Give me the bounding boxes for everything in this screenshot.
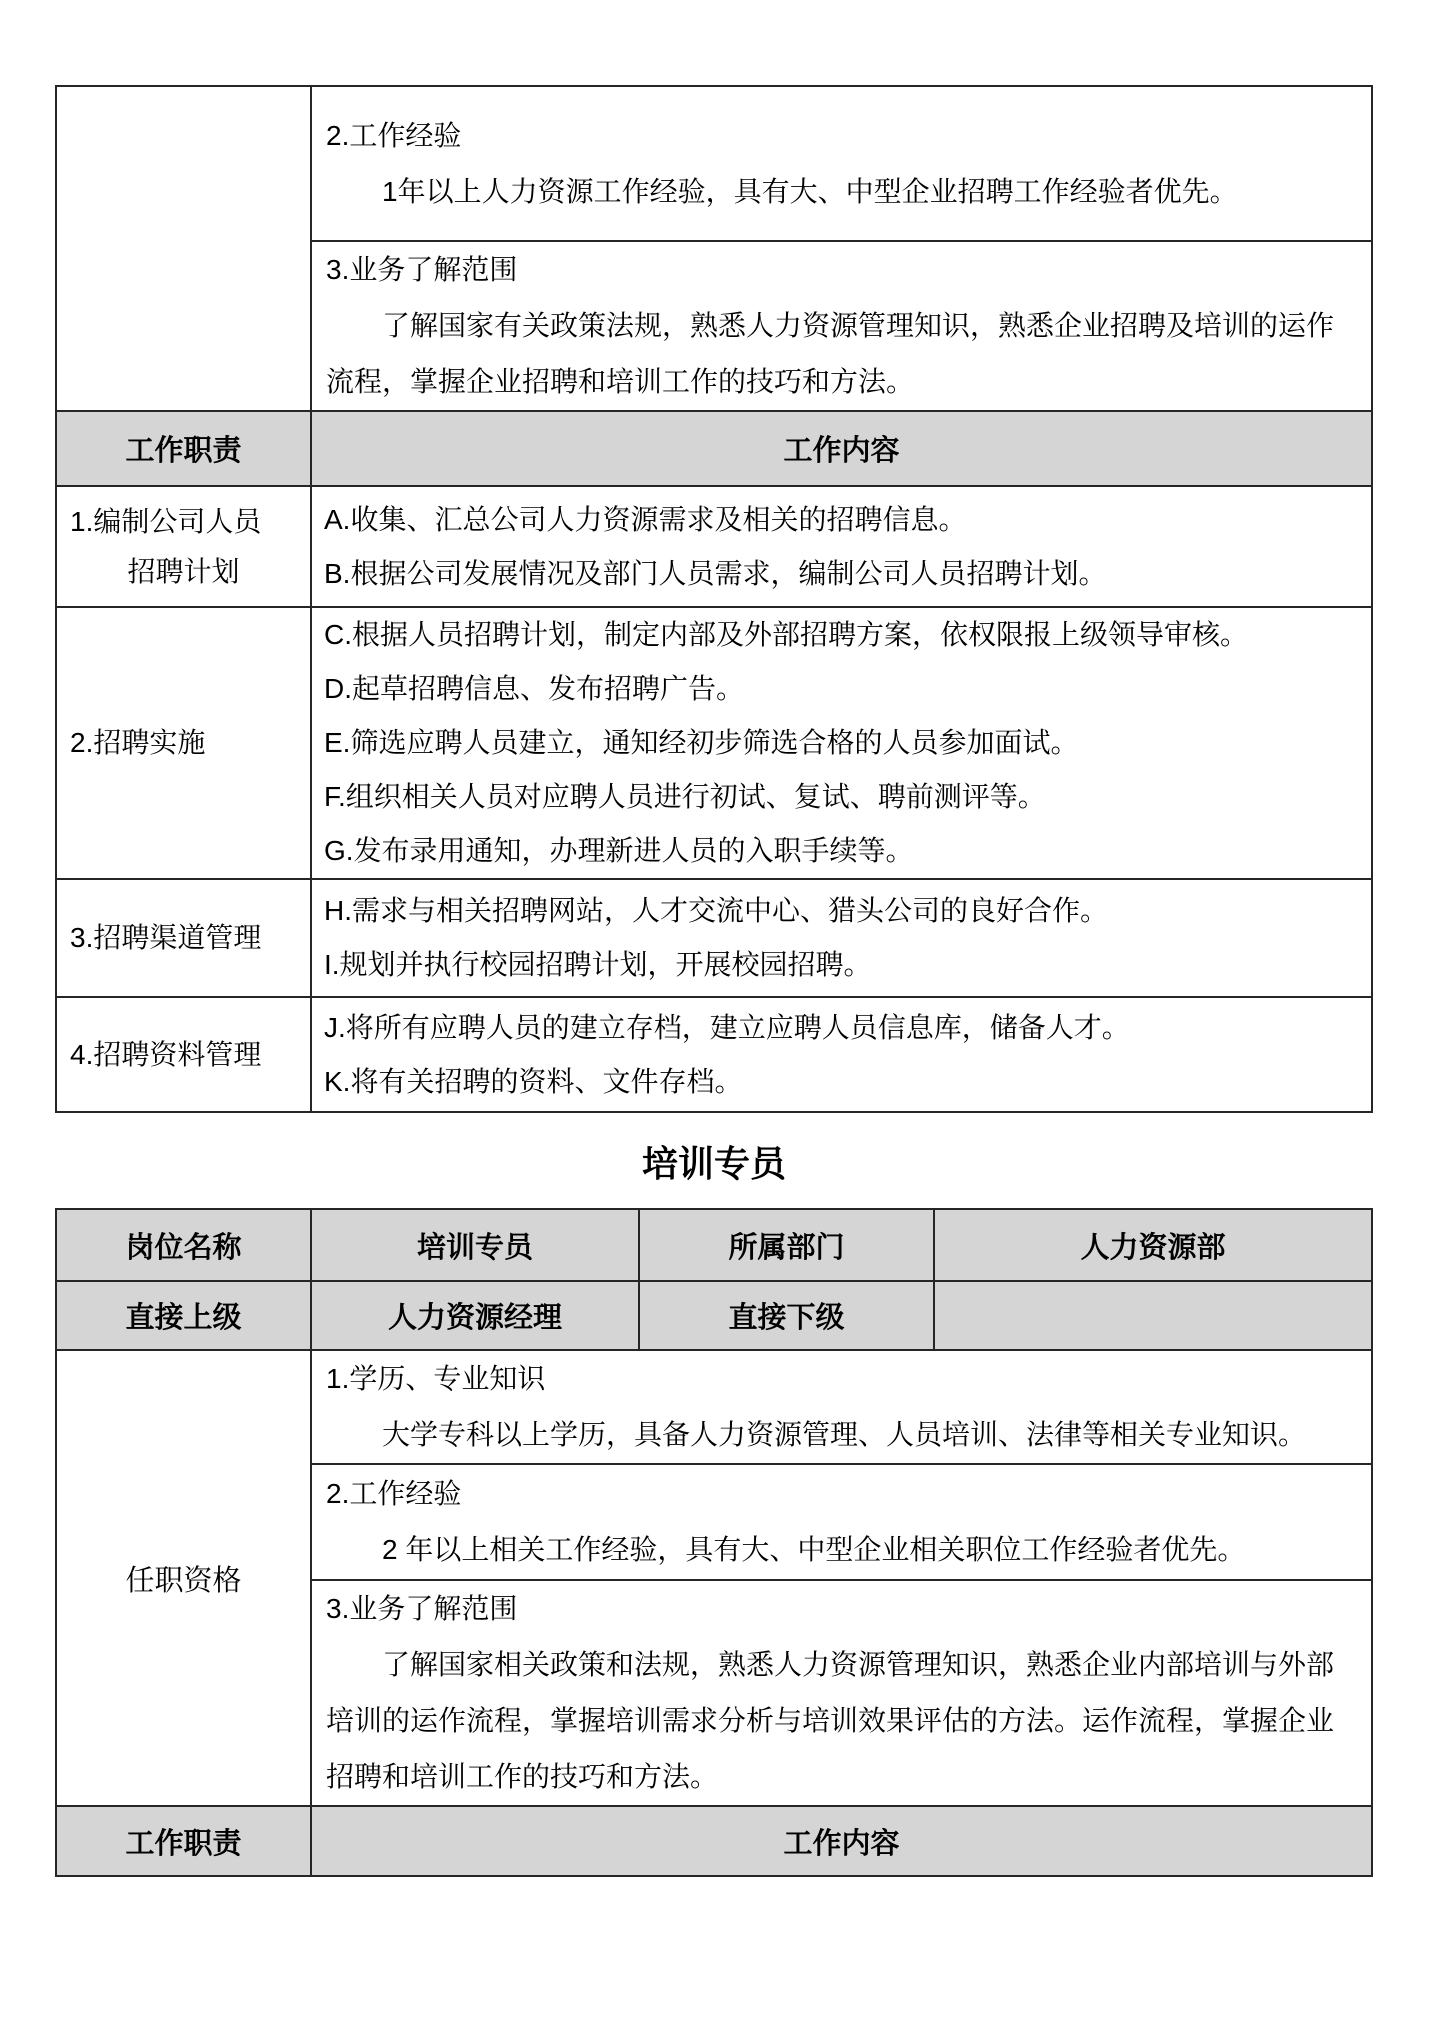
qualification-row-experience [312, 1463, 1371, 1579]
duty-item: I.规划并执行校园招聘计划，开展校园招聘。 [324, 949, 872, 980]
duty-items [310, 608, 1371, 878]
position-name-label: 岗位名称 [125, 1231, 242, 1264]
section-title: 培训专员 [641, 1142, 786, 1184]
duty-header-responsibility: 工作职责 [125, 435, 242, 467]
duty-item: K.将有关招聘的资料、文件存档。 [324, 1065, 743, 1097]
duty-item: J.将所有应聘人员的建立存档，建立应聘人员信息库，储备人才。 [324, 1011, 1130, 1043]
duty-items [310, 998, 1371, 1111]
qualification-right-column [310, 1351, 1371, 1805]
duty-name-line1: 1.编制公司人员 [70, 505, 262, 537]
duty-row-4 [57, 996, 1371, 1111]
duty-header-content: 工作内容 [310, 1807, 1371, 1875]
duty-item: A.收集、汇总公司人力资源需求及相关的招聘信息。 [324, 503, 967, 535]
duty-item: C.根据人员招聘计划，制定内部及外部招聘方案，依权限报上级领导审核。 [324, 619, 1249, 650]
qualification-body: 了解国家有关政策法规，熟悉人力资源管理知识，熟悉企业招聘及培训的运作流程，掌握企业招聘和培训工作的技巧和方法。 [326, 310, 1335, 397]
duty-item: F.组织相关人员对应聘人员进行初试、复试、聘前测评等。 [324, 781, 1046, 812]
duty-row-2 [57, 606, 1371, 878]
qualification-right-column [310, 87, 1371, 410]
qualification-merged-cell-empty [57, 87, 310, 410]
qualification-row-business-scope [312, 240, 1371, 410]
qualification-heading: 3.业务了解范围 [326, 254, 518, 285]
duty-name [57, 880, 310, 996]
direct-superior-label: 直接上级 [125, 1302, 242, 1334]
duty-item: B.根据公司发展情况及部门人员需求，编制公司人员招聘计划。 [324, 557, 1107, 589]
qualification-heading: 3.业务了解范围 [326, 1593, 518, 1624]
direct-subordinate-label: 直接下级 [638, 1282, 933, 1349]
duty-header-content: 工作内容 [310, 412, 1371, 485]
duty-item: G.发布录用通知，办理新进人员的入职手续等。 [324, 835, 914, 866]
duty-name-line1: 2.招聘实施 [70, 727, 206, 758]
qualification-row-education [312, 1351, 1371, 1463]
duty-name-line1: 3.招聘渠道管理 [70, 922, 262, 953]
duty-header-row [57, 1805, 1371, 1875]
duty-name-line1: 4.招聘资料管理 [70, 1038, 262, 1070]
duty-name [57, 487, 310, 606]
qualification-section [57, 1349, 1371, 1805]
department-value: 人力资源部 [933, 1210, 1371, 1280]
qualification-section [57, 87, 1371, 410]
qualification-heading: 2.工作经验 [326, 119, 462, 151]
position-name-value: 培训专员 [310, 1210, 638, 1280]
duty-name-line2: 招聘计划 [127, 555, 240, 587]
info-row-2 [57, 1280, 1371, 1349]
duty-item: H.需求与相关招聘网站，人才交流中心、猎头公司的良好合作。 [324, 895, 1109, 926]
duty-name [57, 998, 310, 1111]
info-row-1 [57, 1210, 1371, 1280]
department-label: 所属部门 [638, 1210, 933, 1280]
qualification-body: 2 年以上相关工作经验，具有大、中型企业相关职位工作经验者优先。 [382, 1534, 1246, 1565]
qualification-body: 1年以上人力资源工作经验，具有大、中型企业招聘工作经验者优先。 [382, 175, 1238, 207]
qualification-heading: 1.学历、专业知识 [326, 1363, 546, 1394]
duty-row-1 [57, 485, 1371, 606]
qualification-body: 了解国家相关政策和法规，熟悉人力资源管理知识，熟悉企业内部培训与外部培训的运作流程，掌握培训需求分析与培训效果评估的方法。运作流程，掌握企业招聘和培训工作的技巧和方法。 [326, 1649, 1335, 1792]
qualification-label: 任职资格 [125, 1564, 242, 1597]
duty-items [310, 880, 1371, 996]
duty-name [57, 608, 310, 878]
recruitment-specialist-table [55, 85, 1373, 1113]
duty-row-3 [57, 878, 1371, 996]
qualification-heading: 2.工作经验 [326, 1478, 462, 1509]
qualification-row-experience [312, 87, 1371, 240]
training-specialist-table [55, 1208, 1373, 1877]
duty-items [310, 487, 1371, 606]
direct-superior-value: 人力资源经理 [310, 1282, 638, 1349]
duty-item: D.起草招聘信息、发布招聘广告。 [324, 673, 745, 704]
duty-header-row [57, 410, 1371, 485]
duty-header-responsibility: 工作职责 [125, 1827, 242, 1860]
duty-item: E.筛选应聘人员建立，通知经初步筛选合格的人员参加面试。 [324, 727, 1079, 758]
qualification-row-business-scope [312, 1579, 1371, 1805]
qualification-body: 大学专科以上学历，具备人力资源管理、人员培训、法律等相关专业知识。 [382, 1419, 1307, 1450]
direct-subordinate-value [933, 1282, 1371, 1349]
